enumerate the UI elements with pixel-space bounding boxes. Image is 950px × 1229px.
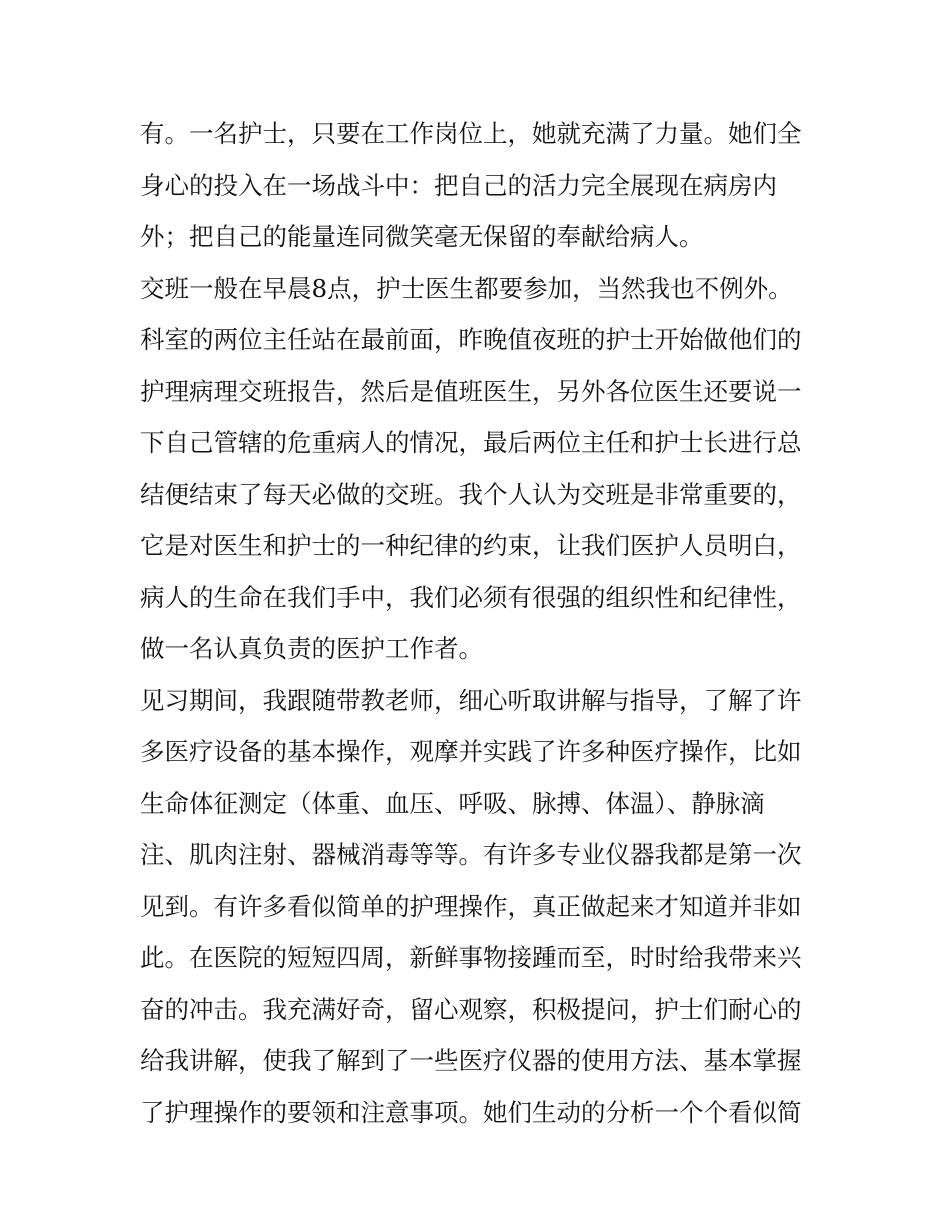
text-line: 它是对医生和护士的一种纪律的约束，让我们医护人员明白， [140,531,802,560]
text-line: 奋的冲击。我充满好奇，留心观察，积极提问，护士们耐心的 [140,994,802,1024]
text-line: 护理病理交班报告，然后是值班医生，另外各位医生还要说一 [140,376,802,406]
text-line: 给我讲解，使我了解到了一些医疗仪器的使用方法、基本掌握 [140,1046,802,1075]
text-line: 生命体征测定（体重、血压、呼吸、脉搏、体温）、静脉滴 [140,788,765,818]
text-line: 见到。有许多看似简单的护理操作，真正做起来才知道并非如 [140,891,802,921]
text-line: 身心的投入在一场战斗中：把自己的活力完全展现在病房内 [140,170,777,200]
text-line: 结便结束了每天必做的交班。我个人认为交班是非常重要的， [140,479,802,509]
text-line: 做一名认真负责的医护工作者。 [140,634,483,663]
text-line: 了护理操作的要领和注意事项。她们生动的分析一个个看似简 [140,1097,802,1127]
text-line: 有。一名护士，只要在工作岗位上，她就充满了力量。她们全 [140,119,802,148]
text-line: 注、肌肉注射、器械消毒等等。有许多专业仪器我都是第一次 [140,840,802,869]
text-line: 多医疗设备的基本操作，观摩并实践了许多种医疗操作，比如 [140,737,802,766]
text-line: 下自己管辖的危重病人的情况，最后两位主任和护士长进行总 [140,428,802,457]
text-line: 交班一般在早晨8点，护士医生都要参加，当然我也不例外。 [140,273,793,303]
text-line: 科室的两位主任站在最前面，昨晚值夜班的护士开始做他们的 [140,325,802,354]
text-line: 病人的生命在我们手中，我们必须有很强的组织性和纪律性， [140,582,802,612]
body-text [140,108,830,1138]
text-line: 见习期间，我跟随带教老师，细心听取讲解与指导，了解了许 [140,685,802,715]
text-line: 外；把自己的能量连同微笑毫无保留的奉献给病人。 [140,222,704,251]
text-line: 此。在医院的短短四周，新鲜事物接踵而至，时时给我带来兴 [140,943,802,972]
